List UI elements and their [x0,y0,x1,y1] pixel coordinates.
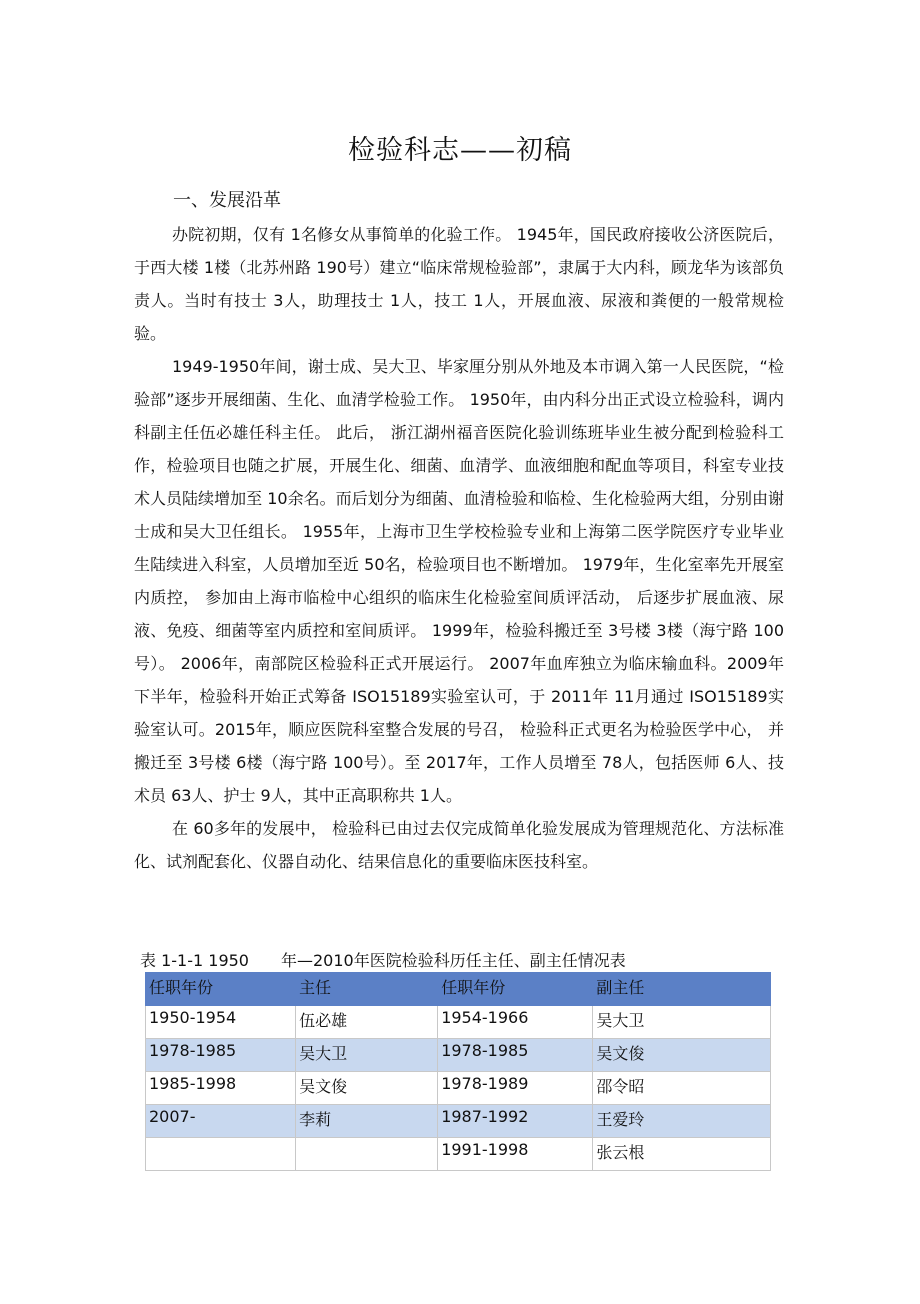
section-heading: 一、发展沿革 [173,190,281,211]
table-cell [146,1138,296,1171]
table-cell: 1978-1985 [146,1039,296,1072]
director-history-table [145,972,771,1171]
table-cell: 邵令昭 [593,1072,771,1105]
table-cell: 张云根 [593,1138,771,1171]
table-row [146,1105,771,1138]
table-cell: 伍必雄 [296,1006,438,1039]
table-cell: 1978-1989 [438,1072,593,1105]
document-title: 检验科志——初稿 [348,135,572,166]
table-row [146,1072,771,1105]
header-cell: 任职年份 [438,973,593,1006]
paragraph-2: 1949-1950年间，谢士成、吴大卫、毕家厘分别从外地及本市调入第一人民医院，“检验部”逐步开展细菌、生化、血清学检验工作。 1950年，由内科分出正式设立检验科，调内科副主任伍必雄任科主任。 此后， 浙江湖州福音医院化验训练班毕业生被分配到检验科工作，检验项目也随之扩展，开展生化、细菌、血清学、血液细胞和配血等项目，科室专业技术人员陆续增加至 10余名。而后划分为细菌、血清检验和临检、生化检验两大组，分别由谢士成和吴大卫任组长。 1955年，上海市卫生学校检验专业和上海第二医学院医疗专业毕业生陆续进入科室，人员增加至近 50名，检验项目也不断增加。 1979年，生化室率先开展室内质控， 参加由上海市临检中心组织的临床生化检验室间质评活动， 后逐步扩展血液、尿液、免疫、细菌等室内质控和室间质评。 1999年，检验科搬迁至 3号楼 3楼（海宁路 100号）。 2006年，南部院区检验科正式开展运行。 2007年血库独立为临床输血科。2009年下半年，检验科开始正式筹备 ISO15189实验室认可，于 2011年 11月通过 ISO15189实验室认可。2015年，顺应医院科室整合发展的号召， 检验科正式更名为检验医学中心， 并搬迁至 3号楼 6楼（海宁路 100号）。至 2017年，工作人员增至 78人，包括医师 6人、技术员 63人、护士 9人，其中正高职称共 1人。 [134,357,784,805]
table-cell: 1987-1992 [438,1105,593,1138]
table-cell: 吴大卫 [296,1039,438,1072]
paragraph-1: 办院初期，仅有 1名修女从事简单的化验工作。 1945年，国民政府接收公济医院后，于西大楼 1楼（北苏州路 190号）建立“临床常规检验部”，隶属于大内科，顾龙华为该部负责人。当时有技士 3人，助理技士 1人，技工 1人，开展血液、尿液和粪便的一般常规检验。 [134,225,784,343]
table-cell [296,1138,438,1171]
header-cell: 任职年份 [146,973,296,1006]
table-header-row [146,973,771,1006]
table-cell: 1954-1966 [438,1006,593,1039]
table-row [146,1039,771,1072]
table-cell: 吴文俊 [593,1039,771,1072]
body-text [134,218,784,878]
table-cell: 李莉 [296,1105,438,1138]
table-cell: 1985-1998 [146,1072,296,1105]
paragraph-3: 在 60多年的发展中， 检验科已由过去仅完成简单化验发展成为管理规范化、方法标准化、试剂配套化、仪器自动化、结果信息化的重要临床医技科室。 [134,819,784,871]
table-cell: 1991-1998 [438,1138,593,1171]
table-cell: 1978-1985 [438,1039,593,1072]
table-cell: 2007- [146,1105,296,1138]
table-row [146,1006,771,1039]
table-cell: 吴大卫 [593,1006,771,1039]
header-cell: 主任 [296,973,438,1006]
table-row [146,1138,771,1171]
table-cell: 1950-1954 [146,1006,296,1039]
table-cell: 王爱玲 [593,1105,771,1138]
table-cell: 吴文俊 [296,1072,438,1105]
header-cell: 副主任 [593,973,771,1006]
table-caption: 表 1-1-1 1950 年—2010年医院检验科历任主任、副主任情况表 [140,951,626,970]
